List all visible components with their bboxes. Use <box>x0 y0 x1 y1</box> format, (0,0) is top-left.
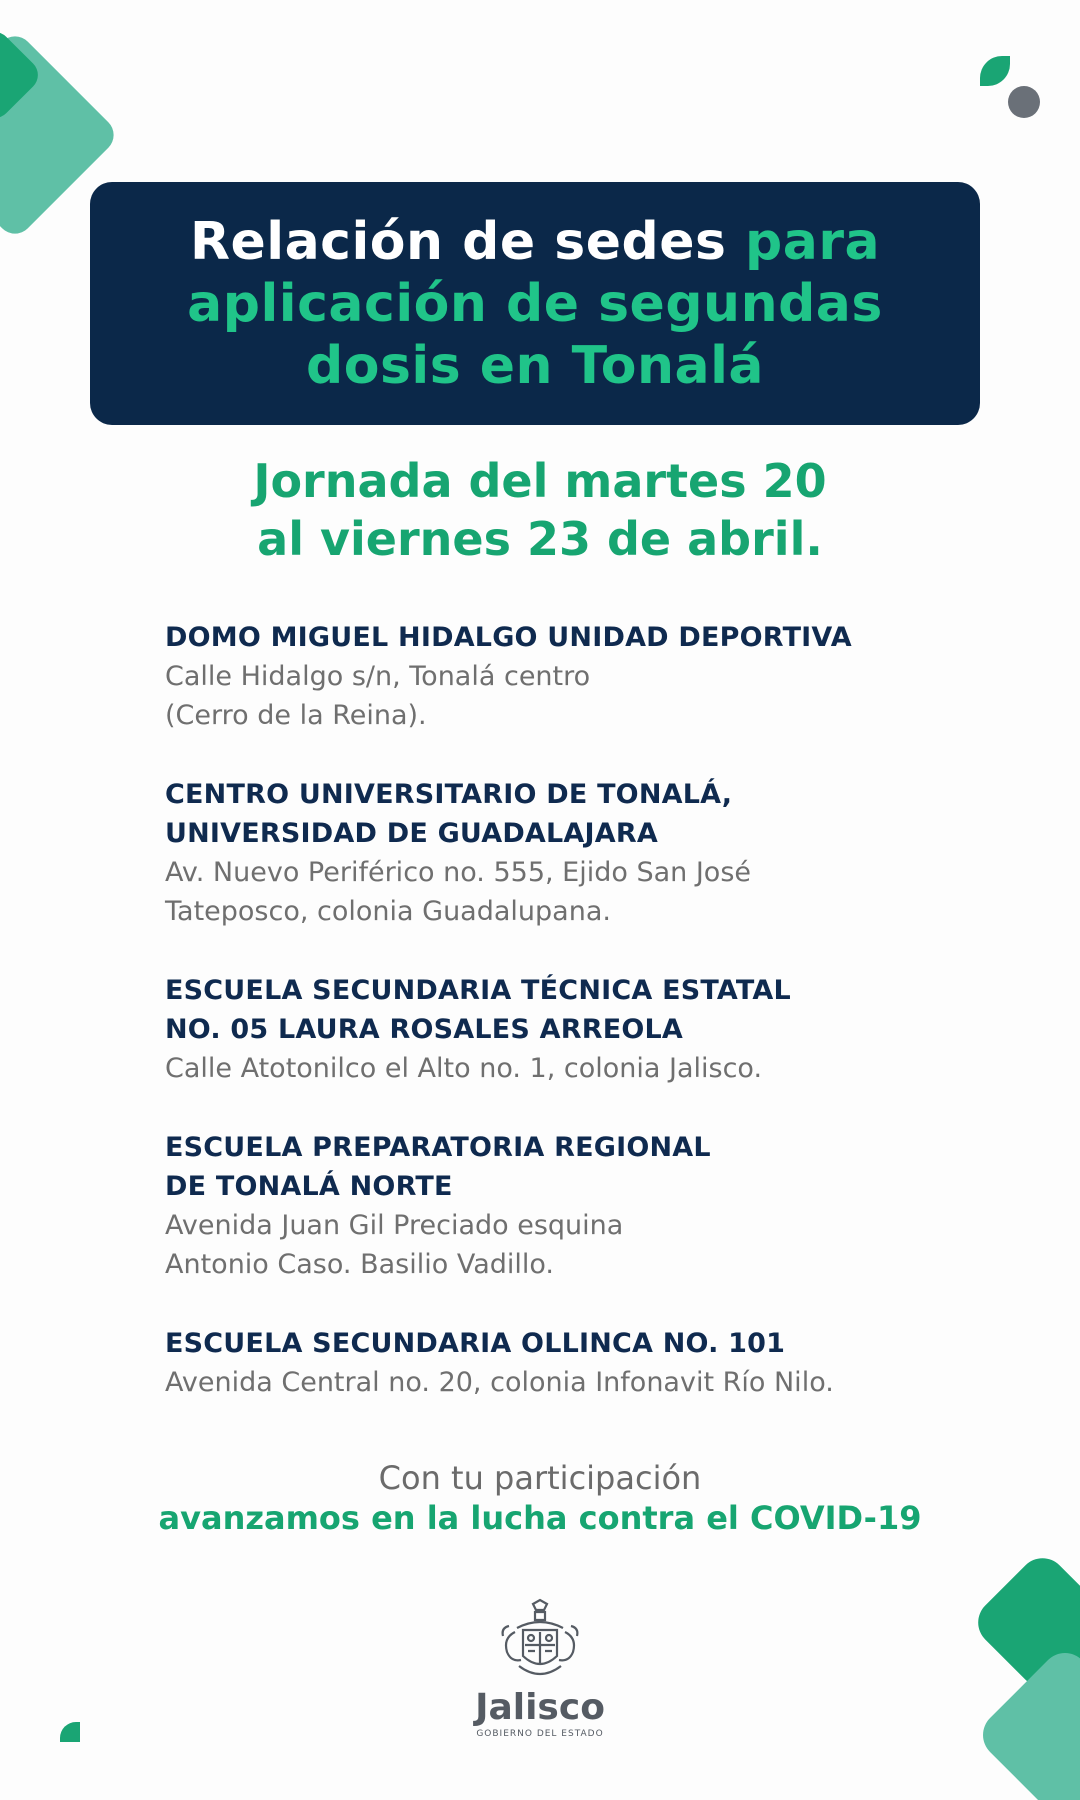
closing-line-1: Con tu participación <box>378 1459 702 1497</box>
title-line-1-white: Relación de sedes <box>189 211 746 272</box>
title-line-3: dosis en Tonalá <box>306 335 764 396</box>
date-subtitle-line-2: al viernes 23 de abril. <box>257 512 823 566</box>
title-banner <box>90 182 980 425</box>
venue-name: ESCUELA SECUNDARIA TÉCNICA ESTATAL <box>165 975 791 1006</box>
venue-item <box>165 971 1025 1088</box>
venue-item <box>165 775 1025 931</box>
title-line-2: aplicación de segundas <box>187 273 883 334</box>
venue-name: UNIVERSIDAD DE GUADALAJARA <box>165 818 658 849</box>
decorative-dot-top-right <box>1008 86 1040 118</box>
venue-name: ESCUELA PREPARATORIA REGIONAL <box>165 1132 711 1163</box>
venue-name: CENTRO UNIVERSITARIO DE TONALÁ, <box>165 779 733 810</box>
venue-item <box>165 1324 1025 1402</box>
venue-name: DE TONALÁ NORTE <box>165 1171 453 1202</box>
venue-address: Antonio Caso. Basilio Vadillo. <box>165 1249 555 1280</box>
venue-address: (Cerro de la Reina). <box>165 700 427 731</box>
decorative-leaf-top-right <box>980 56 1010 86</box>
date-subtitle-line-1: Jornada del martes 20 <box>253 454 827 508</box>
venue-address: Avenida Central no. 20, colonia Infonavit Río Nilo. <box>165 1367 834 1398</box>
venue-address: Tateposco, colonia Guadalupana. <box>165 896 611 927</box>
date-subtitle <box>0 452 1080 568</box>
jalisco-logo <box>455 1598 625 1748</box>
decorative-leaf-bottom-left <box>60 1722 80 1742</box>
closing-line-2: avanzamos en la lucha contra el COVID-19 <box>158 1499 922 1537</box>
venue-address: Calle Atotonilco el Alto no. 1, colonia Jalisco. <box>165 1053 763 1084</box>
logo-subtitle: GOBIERNO DEL ESTADO <box>476 1729 604 1739</box>
venue-name: DOMO MIGUEL HIDALGO UNIDAD DEPORTIVA <box>165 622 852 653</box>
venue-list <box>165 618 1025 1442</box>
closing-message <box>0 1458 1080 1538</box>
venue-address: Calle Hidalgo s/n, Tonalá centro <box>165 661 591 692</box>
title-line-1 <box>190 211 880 273</box>
logo-name: Jalisco <box>475 1687 605 1728</box>
coat-of-arms-icon <box>495 1598 585 1686</box>
venue-name: ESCUELA SECUNDARIA OLLINCA NO. 101 <box>165 1328 786 1359</box>
title-line-1-accent: para <box>745 211 881 272</box>
venue-name: NO. 05 LAURA ROSALES ARREOLA <box>165 1014 684 1045</box>
venue-item <box>165 1128 1025 1284</box>
venue-item <box>165 618 1025 735</box>
venue-address: Avenida Juan Gil Preciado esquina <box>165 1210 624 1241</box>
venue-address: Av. Nuevo Periférico no. 555, Ejido San José <box>165 857 751 888</box>
